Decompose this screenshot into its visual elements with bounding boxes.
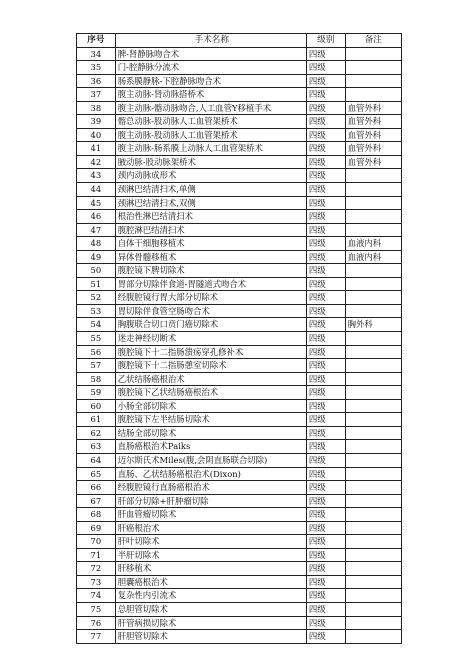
table-row [77, 616, 402, 630]
table-row [77, 575, 402, 589]
surgery-note [345, 264, 401, 278]
table-row [77, 128, 402, 142]
row-number: 74 [77, 589, 116, 603]
surgery-note: 血管外科 [345, 142, 401, 156]
surgery-level: 四级 [306, 453, 345, 467]
row-number: 49 [77, 250, 116, 264]
row-number: 54 [77, 318, 116, 332]
table-row [77, 630, 402, 644]
surgery-level: 四级 [306, 548, 345, 562]
surgery-name: 腹主动脉-髂动脉吻合,人工血管Y移植手术 [115, 101, 306, 115]
surgery-note [345, 426, 401, 440]
surgery-level: 四级 [306, 88, 345, 102]
table-row [77, 223, 402, 237]
surgery-name: 肝管病损切除术 [115, 616, 306, 630]
row-number: 66 [77, 481, 116, 495]
surgery-level: 四级 [306, 359, 345, 373]
surgery-note [345, 630, 401, 644]
surgery-name: 根治性淋巴结清扫术 [115, 210, 306, 224]
surgery-note [345, 602, 401, 616]
surgery-level: 四级 [306, 332, 345, 346]
surgery-note [345, 372, 401, 386]
surgery-level: 四级 [306, 508, 345, 522]
row-number: 46 [77, 210, 116, 224]
row-number: 64 [77, 453, 116, 467]
table-row [77, 521, 402, 535]
table-row [77, 155, 402, 169]
surgery-level: 四级 [306, 494, 345, 508]
table-row [77, 142, 402, 156]
surgery-note [345, 453, 401, 467]
surgery-level: 四级 [306, 237, 345, 251]
surgery-note [345, 210, 401, 224]
surgery-note [345, 47, 401, 61]
row-number: 37 [77, 88, 116, 102]
surgery-name: 髂总动脉-股动脉人工血管架桥术 [115, 115, 306, 129]
surgery-name: 肝胆管切除术 [115, 630, 306, 644]
table-row [77, 508, 402, 522]
table-row [77, 413, 402, 427]
table-row [77, 535, 402, 549]
row-number: 65 [77, 467, 116, 481]
table-row [77, 291, 402, 305]
table-row [77, 359, 402, 373]
row-number: 39 [77, 115, 116, 129]
table-header-row [77, 34, 402, 48]
surgery-note [345, 521, 401, 535]
surgery-name: 结肠全部切除术 [115, 426, 306, 440]
surgery-name: 自体干细胞移植术 [115, 237, 306, 251]
surgery-name: 腹腔镜下左半结肠切除术 [115, 413, 306, 427]
surgery-name: 腹腔淋巴结清扫术 [115, 223, 306, 237]
surgery-note [345, 548, 401, 562]
row-number: 68 [77, 508, 116, 522]
surgery-level: 四级 [306, 318, 345, 332]
surgery-level: 四级 [306, 115, 345, 129]
surgery-level: 四级 [306, 250, 345, 264]
surgery-name: 复杂性内引流术 [115, 589, 306, 603]
header-note: 备注 [345, 34, 401, 48]
table-row [77, 602, 402, 616]
surgery-level: 四级 [306, 467, 345, 481]
surgery-level: 四级 [306, 183, 345, 197]
table-row [77, 426, 402, 440]
surgery-level: 四级 [306, 223, 345, 237]
row-number: 58 [77, 372, 116, 386]
surgery-note [345, 359, 401, 373]
row-number: 45 [77, 196, 116, 210]
surgery-level: 四级 [306, 562, 345, 576]
table-row [77, 494, 402, 508]
table-row [77, 386, 402, 400]
surgery-note: 血管外科 [345, 128, 401, 142]
row-number: 52 [77, 291, 116, 305]
surgery-level: 四级 [306, 399, 345, 413]
surgery-name: 迈尔斯氏术Miles(腹,会阴直肠联合切除) [115, 453, 306, 467]
surgery-name: 总胆管切除术 [115, 602, 306, 616]
surgery-name: 腋动脉-股动脉架桥术 [115, 155, 306, 169]
surgery-note [345, 88, 401, 102]
surgery-name: 肠系膜静脉-下腔静脉吻合术 [115, 74, 306, 88]
surgery-level: 四级 [306, 602, 345, 616]
surgery-note [345, 413, 401, 427]
row-number: 71 [77, 548, 116, 562]
table-row [77, 47, 402, 61]
surgery-level: 四级 [306, 630, 345, 644]
surgery-name: 胃部分切除伴食道-胃隧道式吻合术 [115, 277, 306, 291]
row-number: 44 [77, 183, 116, 197]
surgery-note [345, 223, 401, 237]
surgery-name: 门-腔静脉分流术 [115, 61, 306, 75]
row-number: 43 [77, 169, 116, 183]
surgery-name: 颈内动脉成形术 [115, 169, 306, 183]
table-row [77, 399, 402, 413]
table-row [77, 264, 402, 278]
table-row [77, 453, 402, 467]
surgery-note [345, 386, 401, 400]
row-number: 51 [77, 277, 116, 291]
surgery-note [345, 481, 401, 495]
surgery-note [345, 575, 401, 589]
table-row [77, 467, 402, 481]
row-number: 75 [77, 602, 116, 616]
surgery-note [345, 589, 401, 603]
table-row [77, 74, 402, 88]
surgery-level: 四级 [306, 128, 345, 142]
surgery-level: 四级 [306, 264, 345, 278]
surgery-level: 四级 [306, 196, 345, 210]
table-row [77, 277, 402, 291]
surgery-table [76, 33, 402, 644]
surgery-note [345, 535, 401, 549]
surgery-note [345, 616, 401, 630]
row-number: 48 [77, 237, 116, 251]
surgery-level: 四级 [306, 210, 345, 224]
surgery-note [345, 399, 401, 413]
surgery-name: 腹腔镜下十二指肠憩室切除术 [115, 359, 306, 373]
surgery-note [345, 74, 401, 88]
surgery-note: 胸外科 [345, 318, 401, 332]
table-row [77, 183, 402, 197]
surgery-level: 四级 [306, 345, 345, 359]
surgery-name: 腹腔镜下十二指肠溃疡穿孔修补术 [115, 345, 306, 359]
row-number: 34 [77, 47, 116, 61]
surgery-note: 血管外科 [345, 155, 401, 169]
table-row [77, 304, 402, 318]
surgery-name: 肝癌根治术 [115, 521, 306, 535]
surgery-level: 四级 [306, 426, 345, 440]
surgery-name: 腹主动脉-股动脉人工血管架桥术 [115, 128, 306, 142]
surgery-name: 经腹腔镜行直肠癌根治术 [115, 481, 306, 495]
table-row [77, 196, 402, 210]
surgery-name: 肝部分切除+肝肿瘤切除 [115, 494, 306, 508]
surgery-level: 四级 [306, 101, 345, 115]
surgery-note [345, 61, 401, 75]
header-no: 序号 [77, 34, 116, 48]
row-number: 67 [77, 494, 116, 508]
surgery-note [345, 332, 401, 346]
table-row [77, 372, 402, 386]
table-row [77, 589, 402, 603]
row-number: 69 [77, 521, 116, 535]
table-row [77, 250, 402, 264]
surgery-level: 四级 [306, 61, 345, 75]
surgery-level: 四级 [306, 74, 345, 88]
surgery-name: 直肠癌根治术Paiks [115, 440, 306, 454]
row-number: 56 [77, 345, 116, 359]
table-row [77, 169, 402, 183]
table-row [77, 332, 402, 346]
table-row [77, 237, 402, 251]
surgery-level: 四级 [306, 169, 345, 183]
row-number: 72 [77, 562, 116, 576]
surgery-name: 颈淋巴结清扫术,双侧 [115, 196, 306, 210]
surgery-name: 经腹腔镜行胃大部分切除术 [115, 291, 306, 305]
surgery-note: 血管外科 [345, 101, 401, 115]
row-number: 35 [77, 61, 116, 75]
surgery-level: 四级 [306, 47, 345, 61]
surgery-level: 四级 [306, 304, 345, 318]
row-number: 53 [77, 304, 116, 318]
surgery-level: 四级 [306, 521, 345, 535]
table-row [77, 88, 402, 102]
table-row [77, 318, 402, 332]
surgery-name: 腹主动脉-肠系膜上动脉人工血管架桥术 [115, 142, 306, 156]
surgery-note [345, 345, 401, 359]
header-name: 手术名称 [115, 34, 306, 48]
surgery-note [345, 494, 401, 508]
surgery-name: 脾-肾静脉吻合术 [115, 47, 306, 61]
surgery-level: 四级 [306, 589, 345, 603]
surgery-name: 胃切除伴食管空肠吻合术 [115, 304, 306, 318]
surgery-level: 四级 [306, 481, 345, 495]
table-row [77, 548, 402, 562]
surgery-level: 四级 [306, 616, 345, 630]
header-level: 级别 [306, 34, 345, 48]
surgery-note [345, 291, 401, 305]
row-number: 63 [77, 440, 116, 454]
surgery-level: 四级 [306, 291, 345, 305]
surgery-level: 四级 [306, 142, 345, 156]
surgery-note [345, 467, 401, 481]
row-number: 70 [77, 535, 116, 549]
surgery-level: 四级 [306, 386, 345, 400]
table-row [77, 101, 402, 115]
table-row [77, 61, 402, 75]
surgery-note [345, 440, 401, 454]
surgery-level: 四级 [306, 535, 345, 549]
surgery-level: 四级 [306, 440, 345, 454]
row-number: 57 [77, 359, 116, 373]
row-number: 41 [77, 142, 116, 156]
row-number: 47 [77, 223, 116, 237]
surgery-level: 四级 [306, 575, 345, 589]
row-number: 60 [77, 399, 116, 413]
surgery-name: 乙状结肠癌根治术 [115, 372, 306, 386]
surgery-note [345, 196, 401, 210]
row-number: 61 [77, 413, 116, 427]
surgery-name: 异体骨髓移植术 [115, 250, 306, 264]
row-number: 77 [77, 630, 116, 644]
surgery-level: 四级 [306, 413, 345, 427]
surgery-name: 肝移植术 [115, 562, 306, 576]
surgery-name: 肝血管瘤切除术 [115, 508, 306, 522]
surgery-level: 四级 [306, 277, 345, 291]
surgery-name: 腹主动脉-肾动脉搭桥术 [115, 88, 306, 102]
surgery-name: 胸腹联合切口贲门癌切除术 [115, 318, 306, 332]
table-row [77, 562, 402, 576]
surgery-name: 小肠全部切除术 [115, 399, 306, 413]
row-number: 73 [77, 575, 116, 589]
surgery-note [345, 169, 401, 183]
surgery-name: 肝叶切除术 [115, 535, 306, 549]
surgery-note [345, 304, 401, 318]
surgery-name: 胆囊癌根治术 [115, 575, 306, 589]
surgery-name: 半肝切除术 [115, 548, 306, 562]
row-number: 62 [77, 426, 116, 440]
surgery-name: 直肠、乙状结肠癌根治术(Dixon) [115, 467, 306, 481]
surgery-note [345, 277, 401, 291]
row-number: 76 [77, 616, 116, 630]
surgery-name: 腹腔镜下脾切除术 [115, 264, 306, 278]
surgery-note [345, 562, 401, 576]
row-number: 42 [77, 155, 116, 169]
surgery-level: 四级 [306, 155, 345, 169]
surgery-note: 血管外科 [345, 115, 401, 129]
surgery-level: 四级 [306, 372, 345, 386]
table-row [77, 440, 402, 454]
table-row [77, 345, 402, 359]
surgery-name: 迷走神经切断术 [115, 332, 306, 346]
table-row [77, 115, 402, 129]
row-number: 36 [77, 74, 116, 88]
table-row [77, 481, 402, 495]
row-number: 50 [77, 264, 116, 278]
surgery-note [345, 508, 401, 522]
surgery-note: 血液内科 [345, 237, 401, 251]
surgery-name: 颈淋巴结清扫术,单侧 [115, 183, 306, 197]
surgery-note: 血液内科 [345, 250, 401, 264]
row-number: 40 [77, 128, 116, 142]
row-number: 55 [77, 332, 116, 346]
surgery-note [345, 183, 401, 197]
row-number: 59 [77, 386, 116, 400]
row-number: 38 [77, 101, 116, 115]
surgery-name: 腹腔镜下乙状结肠癌根治术 [115, 386, 306, 400]
table-row [77, 210, 402, 224]
